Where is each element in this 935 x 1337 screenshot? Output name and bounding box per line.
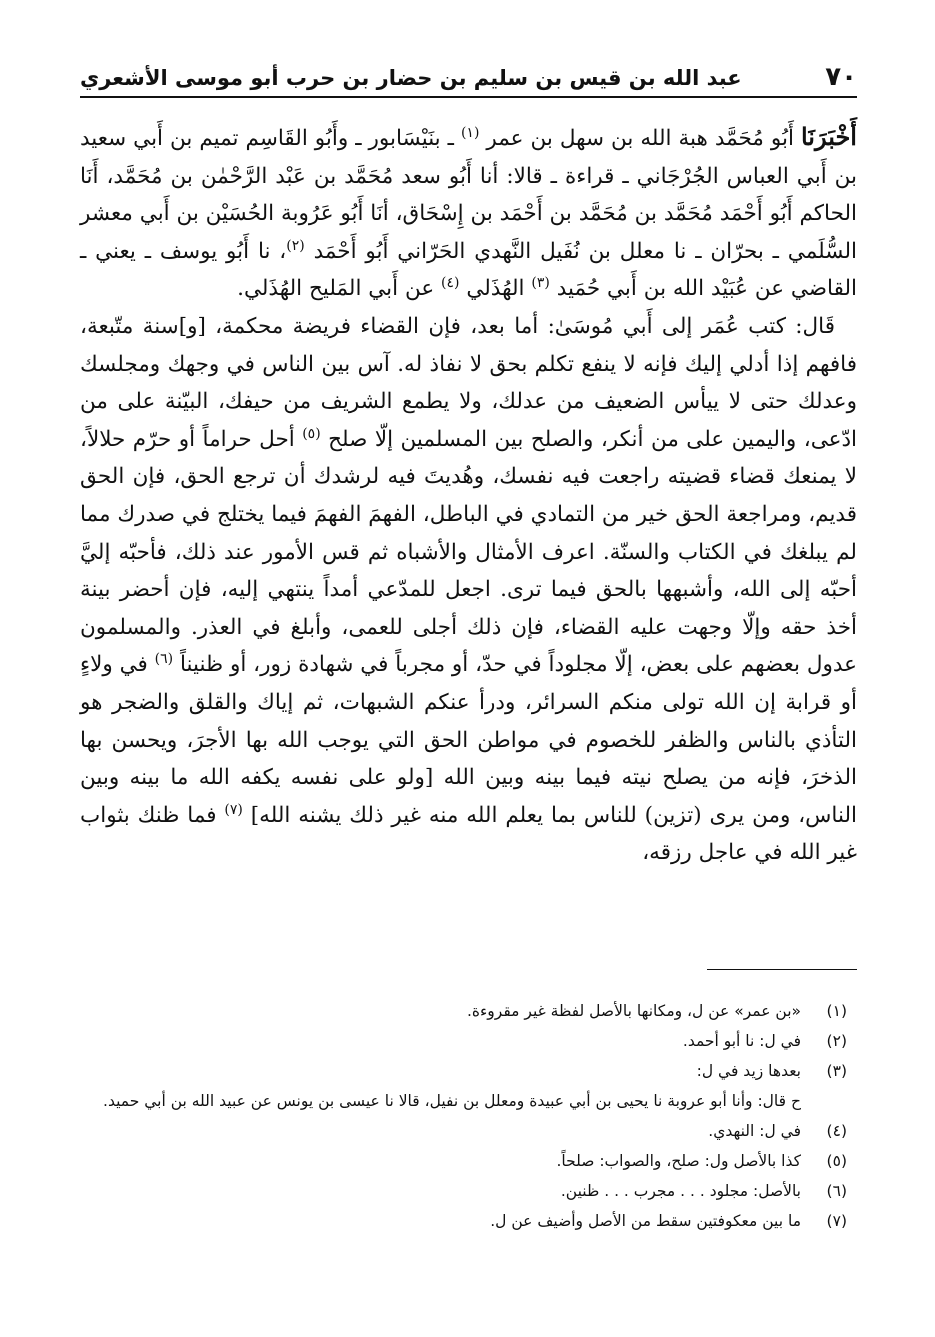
- footnote-separator: [707, 969, 857, 970]
- running-head: عبد الله بن قيس بن سليم بن حضار بن حرب أبو موسى الأشعري: [80, 66, 742, 90]
- footnote-text: بالأصل: مجلود . . . مجرب . . . ظنين.: [560, 1182, 801, 1200]
- lead-word: أَخْبَرَنَا: [800, 122, 857, 151]
- text-segment: ، نا أَبُو يوسف ـ يعني ـ القاضي عن عُبَيْد الله بن أَبي حُمَيد: [80, 238, 857, 302]
- footnote-ref-4: (٤): [441, 275, 460, 292]
- footnote: [80, 1176, 857, 1206]
- footnote: [80, 996, 857, 1026]
- footnote-ref-1: (١): [460, 124, 480, 141]
- footnote-number: (٧): [826, 1212, 847, 1230]
- footnote-number: (٢): [826, 1032, 847, 1050]
- footnote-ref-6: (٦): [154, 651, 174, 668]
- footnote: [80, 1206, 857, 1236]
- footnote-ref-3: (٣): [531, 275, 550, 292]
- footnote-text: في ل: النهدي.: [708, 1122, 801, 1140]
- main-text: [80, 118, 857, 872]
- text-segment: قَال: كتب عُمَر إلى أَبي مُوسَىٰ: أما بعد، فإن القضاء فريضة محكمة، [و]سنة متّبعة، فافهم إذا أدلي إليك فإنه لا ينفع تكلم بحق لا نفاذ له. آس بين الناس في وجهك ومجلسك وعدلك حتى لا ييأس الضعيف من عدلك، ولا يطمع الشريف من حيفك، البيّنة على من ادّعى، واليمين على من أنكر، والصلح بين المسلمين إلّا صلح: [80, 313, 857, 452]
- footnote-ref-7: (٧): [224, 801, 243, 818]
- isnad-paragraph: [80, 118, 857, 308]
- page-header: [80, 52, 857, 98]
- letter-paragraph: [80, 308, 857, 872]
- footnote-number: (٦): [826, 1182, 847, 1200]
- footnote-number: (١): [826, 1002, 847, 1020]
- footnote-number: (٥): [826, 1152, 847, 1170]
- footnote-text: «بن عمر» عن ل، ومكانها بالأصل لفظة غير مقروءة.: [466, 1002, 801, 1020]
- footnote-number: (٤): [826, 1122, 847, 1140]
- text-segment: في ولاءٍ أو قرابة إن الله تولى منكم السرائر، ودرأ عنكم الشبهات، ثم إياك والقلق والضجر هو التأذي بالناس والظفر للخصوم في مواطن الحق التي يوجب الله بها الأجرَ، ويحسن بها الذخرَ، فإنه من يصلح نيته فيما بينه وبين الله [ولو على نفسه يكفه الله ما بينه وبين الناس، ومن يرى (تزين) للناس بما يعلم الله منه غير ذلك يشنه الله]: [80, 652, 857, 828]
- footnote: [80, 1116, 857, 1146]
- footnotes: [80, 996, 857, 1236]
- footnote: [80, 1086, 857, 1116]
- footnote-ref-2: (٢): [286, 237, 305, 254]
- footnote: [80, 1146, 857, 1176]
- footnote: [80, 1026, 857, 1056]
- text-segment: فما ظنك بثواب غير الله في عاجل رزقه،: [80, 802, 857, 866]
- footnote: [80, 1056, 857, 1086]
- text-segment: الهُذَلي: [466, 276, 525, 302]
- footnote-text: ما بين معكوفتين سقط من الأصل وأضيف عن ل.: [490, 1212, 801, 1230]
- footnote-text: كذا بالأصل ول: صلح، والصواب: صلحاً.: [556, 1152, 801, 1170]
- text-segment: ـ بنَيْسَابور ـ وأَبُو القَاسِم تميم بن أَبي سعيد بن أَبي العباس الجُرْجَاني ـ قراءة ـ قالا: أنا أَبُو سعد مُحَمَّد بن عَبْد الرَّحْمٰن بن مُحَمَّد، أَنَا الحاكم أَبُو أَحْمَد مُحَمَّد بن مُحَمَّد بن أَحْمَد بن إِسْحَاق، أنَا أَبُو عَرُوبة الحُسَيْن بن أَبي معشر السُّلَمي ـ بحرّان ـ نا معلل بن نُفَيل النَّهدي الحَرّاني أَبُو أَحْمَد: [80, 126, 857, 264]
- text-segment: أحل حراماً أو حرّم حلالاً، لا يمنعك قضاء قضيته راجعت فيه نفسك، وهُديتَ فيه لرشدك أن ترجع الحق، فإن الحق قديم، ومراجعة الحق خير من التمادي في الباطل، الفهمَ الفهمَ فيما يختلج في صدرك مما لم يبلغك في الكتاب والسنّة. اعرف الأمثال والأشباه ثم قس الأمور عند ذلك، فأحبّه إليَّ أحبّه إلى الله، وأشبهها بالحق فيما ترى. اجعل للمدّعي أمداً ينتهي إليه، فإن أحضر بينة أخذ حقه وإلّا وجهت عليه القضاء، فإن ذلك أجلى للعمى، وأبلغ في العذر. والمسلمون عدول بعضهم على بعض، إلّا مجلوداً في حدّ، أو مجرباً في شهادة زور، أو ظنيناً: [80, 426, 857, 678]
- footnote-number: (٣): [826, 1062, 847, 1080]
- footnote-text: بعدها زيد في ل:: [696, 1062, 801, 1080]
- footnote-text: ح قال: وأنا أبو عروبة نا يحيى بن أبي عبيدة ومعلل بن نفيل، قالا نا عيسى بن يونس عن عبيد الله بن أبي حميد.: [103, 1092, 801, 1110]
- footnote-ref-5: (٥): [302, 425, 321, 442]
- text-segment: عن أَبي المَليح الهُذَلي.: [237, 276, 435, 302]
- text-segment: أَبُو مُحَمَّد هبة الله بن سهل بن عمر: [486, 126, 794, 151]
- page-number: ٧٠: [825, 62, 857, 92]
- footnote-text: في ل: نا أبو أحمد.: [682, 1032, 801, 1050]
